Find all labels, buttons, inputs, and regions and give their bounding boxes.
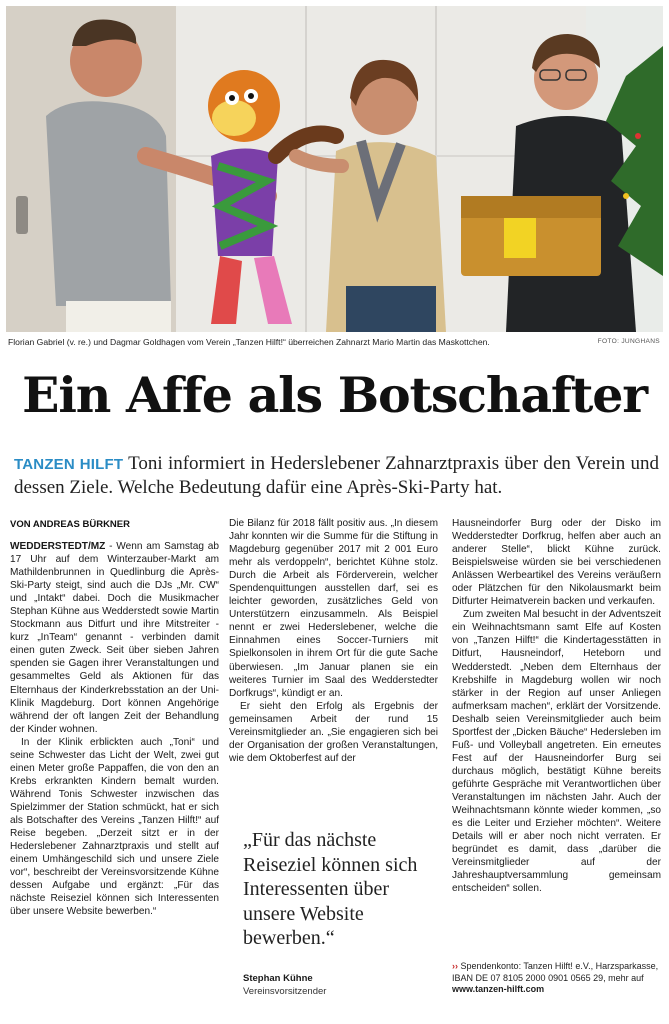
article-column-3	[452, 517, 661, 895]
teaser-text: Toni informiert in Hederslebener Zahnarztpraxis über den Verein und dessen Ziele. Welche Bedeutung dafür eine Après-Ski-Party hat.	[14, 453, 659, 498]
photo-credit: FOTO: JUNGHANS	[597, 338, 660, 345]
paragraph: In der Klinik erblickten auch „Toni“ und seine Schwester das Licht der Welt, zwei gut einen Meter große Pappaffen, die von den an Krebs erkrankten Kindern bemalt wurden. Während Tonis Schwester inzwischen das Spielzimmer der Station schmückt, hat er sich als Botschafter des Vereins „Tanzen Hilft!“ auf Reise begeben. „Derzeit sitzt er in der Hederslebener Zahnarztpraxis und stellt auf einem Umhängeschild sich und unsere Ziele vor“, beschreibt der Vereinsvorsitzende Kühne dessen Aufgabe und ergänzt: „Für das nächste Reiseziel können sich Interessenten über unsere Website bewerben.“	[10, 736, 219, 918]
paragraph: Er sieht den Erfolg als Ergebnis der gemeinsamen Arbeit der rund 15 Vereinsmitglieder an. „Sie engagieren sich bei der Organisation der großen Veranstaltungen, wie dem Oktoberfest auf der	[229, 700, 438, 764]
double-arrow-icon: ››	[452, 961, 458, 971]
article-column-2	[229, 517, 438, 765]
pull-quote-author: Stephan Kühne	[243, 973, 313, 984]
paragraph	[10, 540, 219, 736]
paragraph: Die Bilanz für 2018 fällt positiv aus. „In diesem Jahr konnten wir die Summe für die Stiftung in Magdeburg gegenüber 2017 mit 2 001 Euro mehr als verdoppeln“, berichtet Kühne stolz. Durch die Arbeit als Förderverein, welcher Spendenquittungen ausstellen darf, sei es leichter geworden, zusätzliches Geld von Unterstützern einzusammeln. Als Beispiel nennt er zwei Hederslebener, welche die Einnahmen eines Soccer-Turniers mit Spielkonsolen in ihrem Ort für die gute Sache überwiesen. „Im Januar planen sie ein weiteres Turnier im Saal des Wedderstedter Dorfkrugs“, kündigt er an.	[229, 518, 438, 699]
teaser	[14, 452, 659, 499]
photo-caption	[8, 337, 660, 347]
headline: Ein Affe als Botschafter	[22, 366, 647, 424]
dateline: WEDDERSTEDT/MZ	[10, 541, 106, 552]
photo-illustration	[6, 6, 663, 332]
pull-quote: „Für das nächste Reiseziel können sich Interessenten über unsere Website bewerben.“	[243, 829, 418, 949]
caption-text: Florian Gabriel (v. re.) und Dagmar Goldhagen vom Verein „Tanzen Hilft!“ überreichen Zahnarzt Mario Martin das Maskottchen.	[8, 337, 490, 347]
website-link[interactable]: www.tanzen-hilft.com	[452, 984, 545, 995]
article-photo	[6, 6, 663, 332]
byline: VON ANDREAS BÜRKNER	[10, 519, 130, 530]
paragraph: Hausneindorfer Burg oder der Disko im Wedderstedter Dorfkrug, helfen aber auch an anderer Stelle“, blickt Kühne zurück. Beispielsweise würden sie bei verschiedenen Anlässen Werbeartikel des Vereins veräußern oder Plätzchen für den Nikolausmarkt beim Ditfurter Heimatverein backen und verkaufen.	[452, 518, 661, 608]
donation-info	[452, 961, 661, 996]
teaser-kicker: TANZEN HILFT	[14, 456, 124, 473]
donation-text: Spendenkonto: Tanzen Hilft! e.V., Harzsparkasse, IBAN DE 07 8105 2000 0901 0565 29, mehr auf	[452, 961, 659, 983]
paragraph: Zum zweiten Mal besucht in der Adventszeit ein Weihnachtsmann samt Elfe auf Kosten von „Tanzen Hilft!“ die Kindertagesstätten in Ditfurt, Hausneindorf, Heteborn und Wedderstedt. „Neben dem Elternhaus der Krebshilfe in Magdeburg wollen wir noch stärker in der Region auf unser Anliegen aufmerksam machen“, erklärt der Vorsitzende. Deshalb seien Vereinsmitglieder auch beim Sportfest der „Dicken Bäuche“ Hedersleben im Fuß- und Volleyball angetreten. Ein erneutes Fest auf der Hausneindorfer Burg sei durchaus möglich, bestätigt Kühne bereits geführte Gespräche mit Verantwortlichen über Veranstaltungen im nächsten Jahr. Auch der Weihnachtsmann könnte wieder kommen, „so es die Leiter und Erzieher möchten“. Weitere Details will er aber noch nicht verraten. Er begründet es damit, dass „darüber die Vereinsmitglieder auf der Jahreshauptversammlung gemeinsam entscheiden“ sollen.	[452, 609, 661, 895]
pull-quote-role: Vereinsvorsitzender	[243, 986, 327, 997]
article-column-1	[10, 540, 219, 918]
paragraph-text: - Wenn am Samstag ab 17 Uhr auf dem Winterzauber-Markt am Mathildenbrunnen in Quedlinburg die Après-Ski-Party steigt, sind auch die DJs „Mr. CW“ und „Intakt“ dabei. Doch die Musikmacher Stephan Kühne aus Wedderstedt sowie Martin Stockmann aus Ditfurt und ihre Mitstreiter - kurz „InTeam“ genannt - verbinden damit einen guten Zweck. Seit über sieben Jahren spenden sie Gagen ihrer Veranstaltungen und gesammeltes Geld als Aktionen für das Elternhaus der Kinderkrebsstation an der Uni-Klinik Magdeburg. Dort können Angehörige während der oft langen Zeit der Behandlung der Kinder wohnen.	[10, 541, 219, 735]
